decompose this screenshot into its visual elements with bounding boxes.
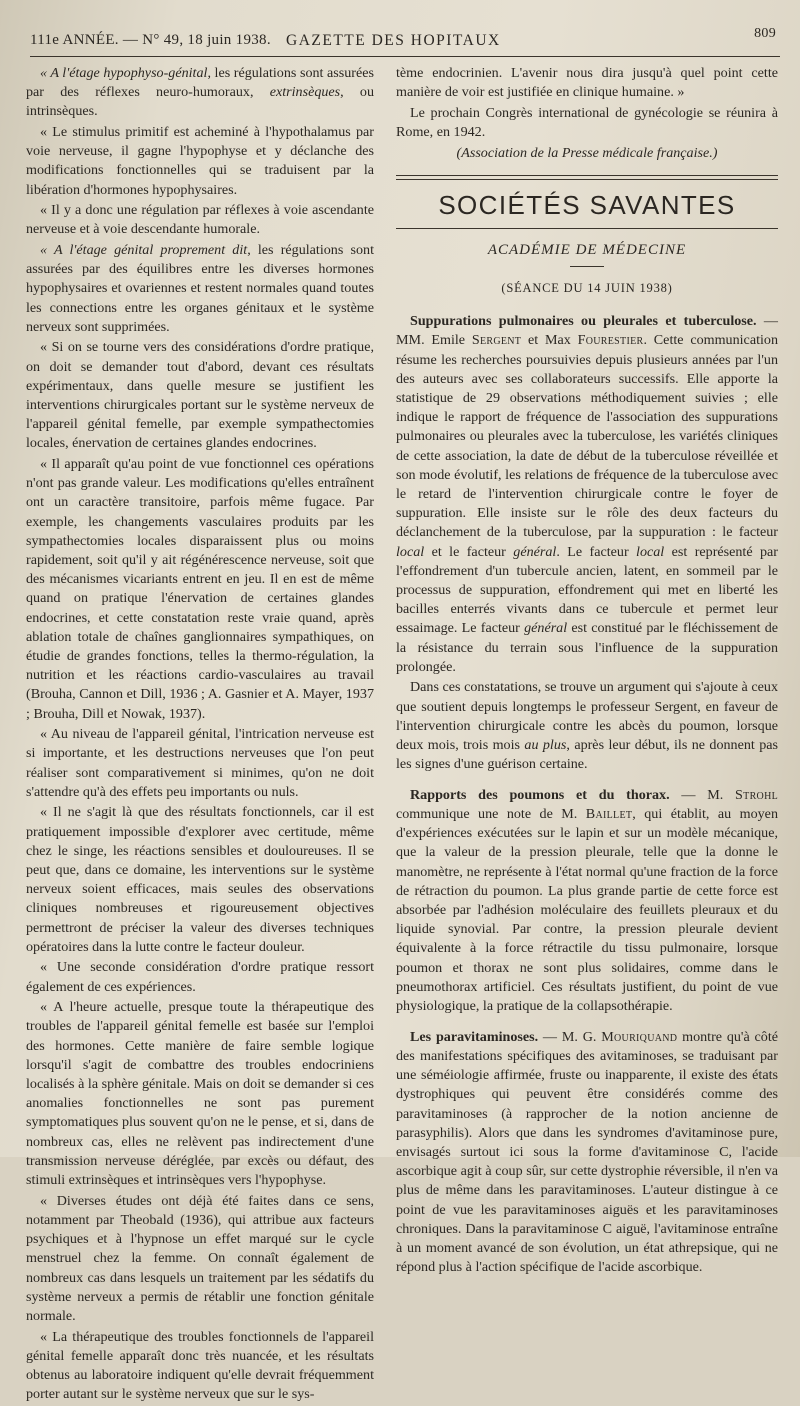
paragraph	[396, 678, 778, 774]
paragraph	[26, 241, 374, 337]
left-column	[26, 64, 374, 1406]
journal-title: GAZETTE DES HOPITAUX	[286, 32, 501, 49]
topic-title: Rapports des poumons et du thorax.	[410, 786, 670, 803]
academy-heading: ACADÉMIE DE MÉDECINE	[487, 241, 687, 258]
text: montre qu'à côté des manifestations spécifiques des avitaminoses, se traduisant par une séméiologie affirmée, fruste ou inapparente, il existe des états dystrophiques qui peuvent être considérés comme des paravitaminoses (à rapprocher de la notion ancienne de parasyphilis). Alors que dans les syndromes d'avitaminose pure, envisagés surtout ici sous la forme d'avitaminose C, l'acide ascorbique agit à coup sûr, sur cette dystrophie réversible, il n'en va plus de même dans les paravitaminoses. L'auteur distingue à ce point de vue les paravitaminoses aiguës et les paravitaminoses chroniques. Dans la paravitaminose C aiguë, l'avitaminose entraîne à un moment avancé de son évolution, un état athrepsique, qui ne répond plus à l'action spécifique de l'acide ascorbique.	[396, 1028, 778, 1276]
emphasis: général	[524, 620, 568, 637]
author-name: Baillet	[585, 806, 633, 823]
section-title: SOCIÉTÉS SAVANTES	[438, 189, 736, 220]
text: et Max	[521, 332, 578, 349]
paragraph: « Si on se tourne vers des considérations d'ordre pratique, on doit se demander tout d'abord, devant ces résultats expérimentaux, dans quelle mesure se justifient les interventions chirurgicales portant sur le système nerveux de l'appareil génital femelle, par exemple sympathectomies locales, énervation de certaines glandes endocrines.	[26, 339, 374, 452]
emphasis: local	[396, 543, 425, 560]
paragraph: tème endocrinien. L'avenir nous dira jusqu'à quel point cette manière de voir est justifiée en clinique humaine. »	[396, 65, 778, 101]
text: , ou intrinsèques.	[26, 84, 375, 120]
text: et le facteur	[424, 543, 514, 560]
paragraph	[396, 786, 778, 1016]
text: . Cette communication résume les recherches poursuivies depuis plusieurs années par l'un des auteurs avec ses collaborateurs successifs. Elle apporte la statistique de 29 observations méthodiquement suivies ; elle indique le rapport de fréquence de l'association des suppurations pulmonaires ou pleurales avec la tuberculose, les variétés cliniques de cette association, la date de début de la tuberculose réveillée et son mode évolutif, les relations de fréquence de la tuberculose avec le retard de l'intervention chirurgicale contre le foyer de suppuration. Elle insiste sur le rôle des deux facteurs du déclanchement de la tuberculose, par la suppuration : le facteur	[396, 332, 778, 541]
text: est constitué par le fléchissement de la résistance du terrain sous l'influence de la suppuration prolongée.	[396, 620, 778, 675]
author-name: Strohl	[735, 786, 778, 803]
paragraph: « Il ne s'agit là que des résultats fonctionnels, car il est pratiquement impossible d'explorer avec certitude, même chez le singe, les réactions sensibles et douloureuses. Il se peut que, dans ce domaine, les interventions sur le système nerveux soient efficaces, mais seules des observations cliniques nombreuses et rigoureusement objectives permettront de préciser la valeur des diverses techniques opératoires dans la lutte contre le facteur douleur.	[26, 804, 374, 955]
text: communique une note de M.	[396, 806, 586, 823]
paragraph: « Le stimulus primitif est acheminé à l'hypothalamus par voie nerveuse, il gagne l'hypophyse et y déclanche des modifications fonctionnelles qui se traduisent par la libération d'hormones hypophysaires.	[26, 124, 374, 198]
session-date: (SÉANCE DU 14 JUIN 1938)	[501, 281, 673, 295]
paragraph: « Au niveau de l'appareil génital, l'intrication nerveuse est si importante, et les destructions nerveuses que l'on peut réaliser sont comparativement si minimes, qu'on ne doit s'attendre qu'à des effets peu importants ou nuls.	[26, 726, 374, 800]
short-rule	[570, 266, 604, 267]
emphasis: général	[513, 543, 557, 560]
spacer	[396, 776, 778, 786]
emphasis: « A l'étage génital proprement dit	[40, 242, 248, 258]
text: , les régulations sont assurées par des réflexes neuro-humoraux,	[26, 65, 374, 101]
paragraph: « Une seconde considération d'ordre pratique ressort également de ces expériences.	[26, 959, 374, 995]
topic-title: Suppurations pulmonaires ou pleurales et tuberculose.	[410, 313, 757, 330]
text: — M. G.	[538, 1028, 602, 1045]
text: . Le facteur	[556, 543, 637, 560]
text: est représenté par l'effondrement d'un tubercule ancien, latent, en sommeil par le processus de suppuration, effondrement qui met en liberté les bacilles enterrés vivants dans ce tubercule et permet leur essaimage. Le facteur	[396, 543, 778, 637]
source-credit	[396, 144, 778, 163]
paragraph	[396, 312, 778, 677]
paragraph: « Il y a donc une régulation par réflexes à voie ascendante nerveuse et à voie descendante humorale.	[26, 202, 374, 238]
text: , après leur début, ils ne donnent pas les signes d'une guérison certaine.	[396, 737, 778, 773]
paragraph: « La thérapeutique des troubles fonctionnels de l'appareil génital femelle apparaît donc très nuancée, et les résultats obtenus au laboratoire indiquent qu'elle devrait fréquemment porter autant sur le système nerveux que sur le sys-	[26, 1328, 374, 1403]
section-rule	[396, 228, 778, 229]
paragraph	[396, 1028, 778, 1278]
text: — M.	[669, 786, 736, 803]
header-rule	[30, 56, 780, 57]
text: Dans ces constatations, se trouve un argument qui s'ajoute à ceux que soutient depuis longtemps le professeur Sergent, en faveur de l'intervention chirurgicale contre les abcès du poumon, lorsque deux mois, trois mois	[396, 679, 778, 754]
paragraph: « Diverses études ont déjà été faites dans ce sens, notamment par Theobald (1936), qui attribue aux facteurs psychiques et à l'hypnose un effet marqué sur le cycle menstruel chez la femme. On connaît également de nombreux cas dans lesquels un traitement par les sédatifs du système nerveux a permis de rétablir une fonction génitale normale.	[26, 1192, 374, 1324]
paragraph	[26, 64, 374, 122]
topic-title: Les paravitaminoses.	[410, 1028, 539, 1045]
spacer	[396, 1018, 778, 1028]
emphasis: (Association de la Presse médicale française.)	[456, 144, 718, 161]
emphasis: « A l'étage hypophyso-génital	[40, 65, 208, 81]
paragraph: « Il apparaît qu'au point de vue fonctionnel ces opérations n'ont pas grande valeur. Les modifications qu'elles entraînent ont un caractère transitoire, parfois même fugace. Par exemple, les changements vasculaires produits par les sympathectomies locales disparaissent plus ou moins rapidement, soit qu'il y ait régénérescence nerveuse, soit que des mécanismes vicariants entrent en jeu. Il en est de même quand on pratique l'énervation de certaines glandes endocrines, et cette constatation reste vraie quand, après ablation totale de chaînes ganglionnaires sympathiques, on étudie de grandes fonctions, telles la thermo-régulation, la nutrition et les réactions cardio-vasculaires au travail (Brouha, Cannon et Dill, 1936 ; A. Gasnier et A. Mayer, 1937 ; Brouha, Dill et Nowak, 1937).	[26, 456, 374, 722]
page-number: 809	[754, 26, 776, 41]
paragraph: Le prochain Congrès international de gynécologie se réunira à Rome, en 1942.	[396, 104, 778, 140]
page-header	[30, 26, 780, 58]
text: , qui établit, au moyen d'expériences exécutées sur le lapin et sur un modèle mécanique, que la valeur de la pression pleurale, telle que la donne le manomètre, ne représente à l'état normal qu'une fraction de la force de rétraction du poumon. La plus grande partie de cette force est absorbée par l'adhésion moléculaire des feuillets pleuraux et du liquide synovial. Par contre, la pression pleurale devient équivalente à la force rétractile du tissu pulmonaire, lorsque poumon et thorax ne sont plus solidaires, comme dans le pneumothorax artificiel. Ces résultats justifient, du point de vue physiologique, la pratique de la collapsothérapie.	[396, 806, 778, 1015]
text: , les régulations sont assurées par des équilibres entre les diverses hormones hypophysaires et ovariennes et restent normales quand toutes les connections entre les organes génitaux et le système nerveux sont supprimées.	[26, 242, 374, 335]
author-name: Sergent	[471, 332, 522, 349]
right-column	[396, 64, 778, 1279]
section-rule	[396, 175, 778, 180]
emphasis: extrinsèques	[269, 84, 341, 101]
issue-info: 111e ANNÉE. — N° 49, 18 juin 1938.	[30, 32, 271, 48]
author-name: Mouriquand	[601, 1028, 678, 1045]
text: — MM. Emile	[396, 313, 778, 349]
emphasis: au plus	[524, 737, 567, 754]
author-name: Fourestier	[577, 332, 644, 349]
emphasis: local	[636, 543, 665, 560]
paragraph: « A l'heure actuelle, presque toute la thérapeutique des troubles de l'appareil génital femelle est basée sur l'emploi des hormones. Cette manière de faire semble logique lorsqu'il s'agit de combattre des troubles endocriniens localisés à la sphère génitale. Mais on doit se demander si ces anomalies fonctionnelles ne sont pas purement symptomatiques plus souvent qu'on ne le pense, et si, dans de nombreux cas, elles ne relèvent pas indirectement d'une transmission nerveuse déréglée, par excès ou défaut, des stimuli extrinsèques et intrinsèques vers l'hypophyse.	[26, 999, 374, 1189]
